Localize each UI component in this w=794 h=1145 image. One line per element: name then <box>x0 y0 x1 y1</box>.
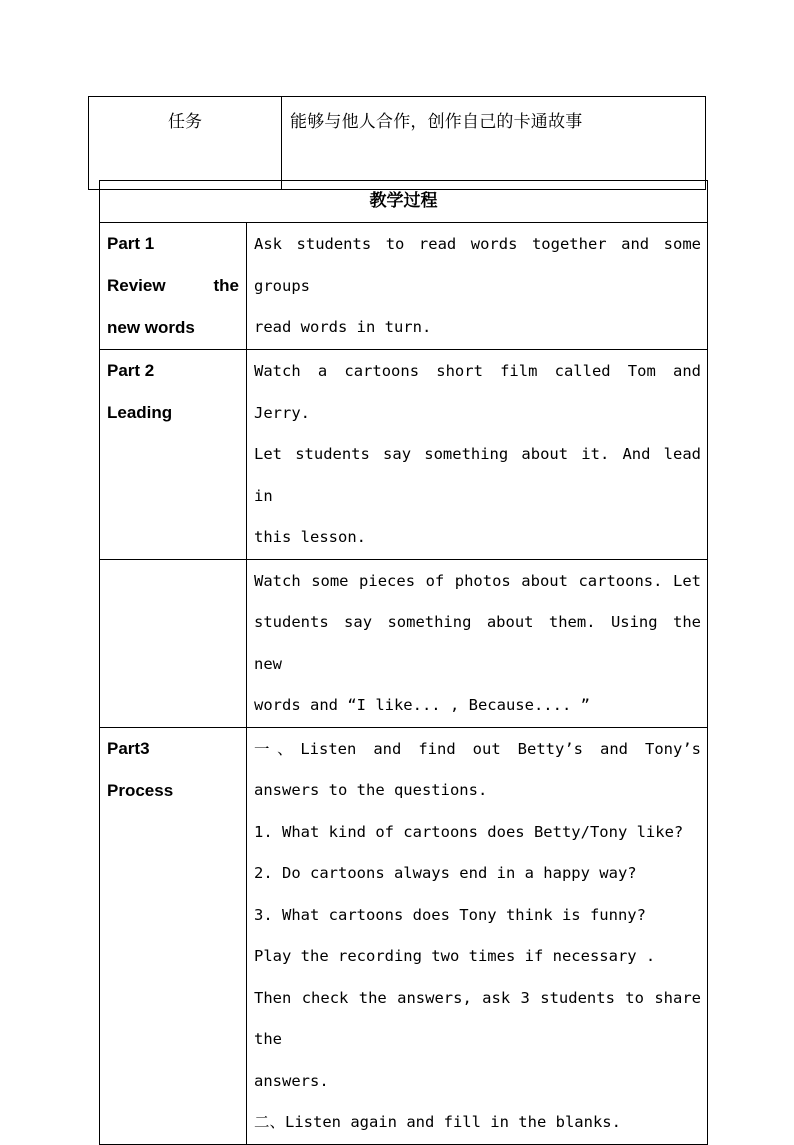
part3-label <box>100 727 247 1144</box>
part2-label <box>100 350 247 560</box>
part1-label <box>100 223 247 350</box>
part3-line9: 二、Listen again and fill in the blanks. <box>254 1113 621 1131</box>
part3-line7: Then check the answers, ask 3 students to share the <box>254 988 701 1048</box>
part2-line3: this lesson. <box>254 528 366 546</box>
part2b-line2: students say something about them. Using the new <box>254 613 701 673</box>
task-text: 能够与他人合作，创作自己的卡通故事 <box>282 97 706 190</box>
part2-content <box>247 350 708 560</box>
part1-label-line3: new words <box>107 318 195 337</box>
part3-content <box>247 727 708 1144</box>
part1-label-line1: Part 1 <box>107 234 155 253</box>
task-table <box>88 96 706 190</box>
part1-line2: read words in turn. <box>254 318 432 336</box>
part3-line4: 2. Do cartoons always end in a happy way? <box>254 864 637 882</box>
part1-label-review: Review <box>107 276 166 295</box>
part1-label-the: the <box>213 276 239 295</box>
part3-label-line1: Part3 <box>107 738 150 758</box>
part3-line5: 3. What cartoons does Tony think is funny? <box>254 905 646 924</box>
task-row <box>89 97 706 190</box>
part3-line3: 1. What kind of cartoons does Betty/Tony like? <box>254 822 684 841</box>
part1-content <box>247 223 708 350</box>
task-label: 任务 <box>89 97 282 190</box>
process-header: 教学过程 <box>100 181 708 223</box>
part3-label-line2: Process <box>107 780 174 800</box>
part2-label-line1: Part 2 <box>107 361 155 380</box>
part3-line6: Play the recording two times if necessary . <box>254 947 656 965</box>
part2-row <box>100 350 708 560</box>
part2b-content <box>247 559 708 727</box>
process-table <box>99 180 708 1145</box>
part2-line1: Watch a cartoons short film called Tom and Jerry. <box>254 362 701 422</box>
part1-label-line2 <box>107 265 239 307</box>
part3-line8: answers. <box>254 1071 329 1090</box>
part2b-row <box>100 559 708 727</box>
part1-row <box>100 223 708 350</box>
part1-line1: Ask students to read words together and some groups <box>254 235 701 295</box>
part3-line1: 一、Listen and find out Betty’s and Tony’s <box>254 739 701 758</box>
process-header-row <box>100 181 708 223</box>
part3-row <box>100 727 708 1144</box>
part2-line2: Let students say something about it. And lead in <box>254 445 701 505</box>
part2-label-line2: Leading <box>107 403 173 422</box>
part2b-label-empty <box>100 559 247 727</box>
part3-line2: answers to the questions. <box>254 781 488 799</box>
part2b-line3: words and “I like... , Because.... ” <box>254 696 590 714</box>
part2b-line1: Watch some pieces of photos about cartoons. Let <box>254 571 701 590</box>
